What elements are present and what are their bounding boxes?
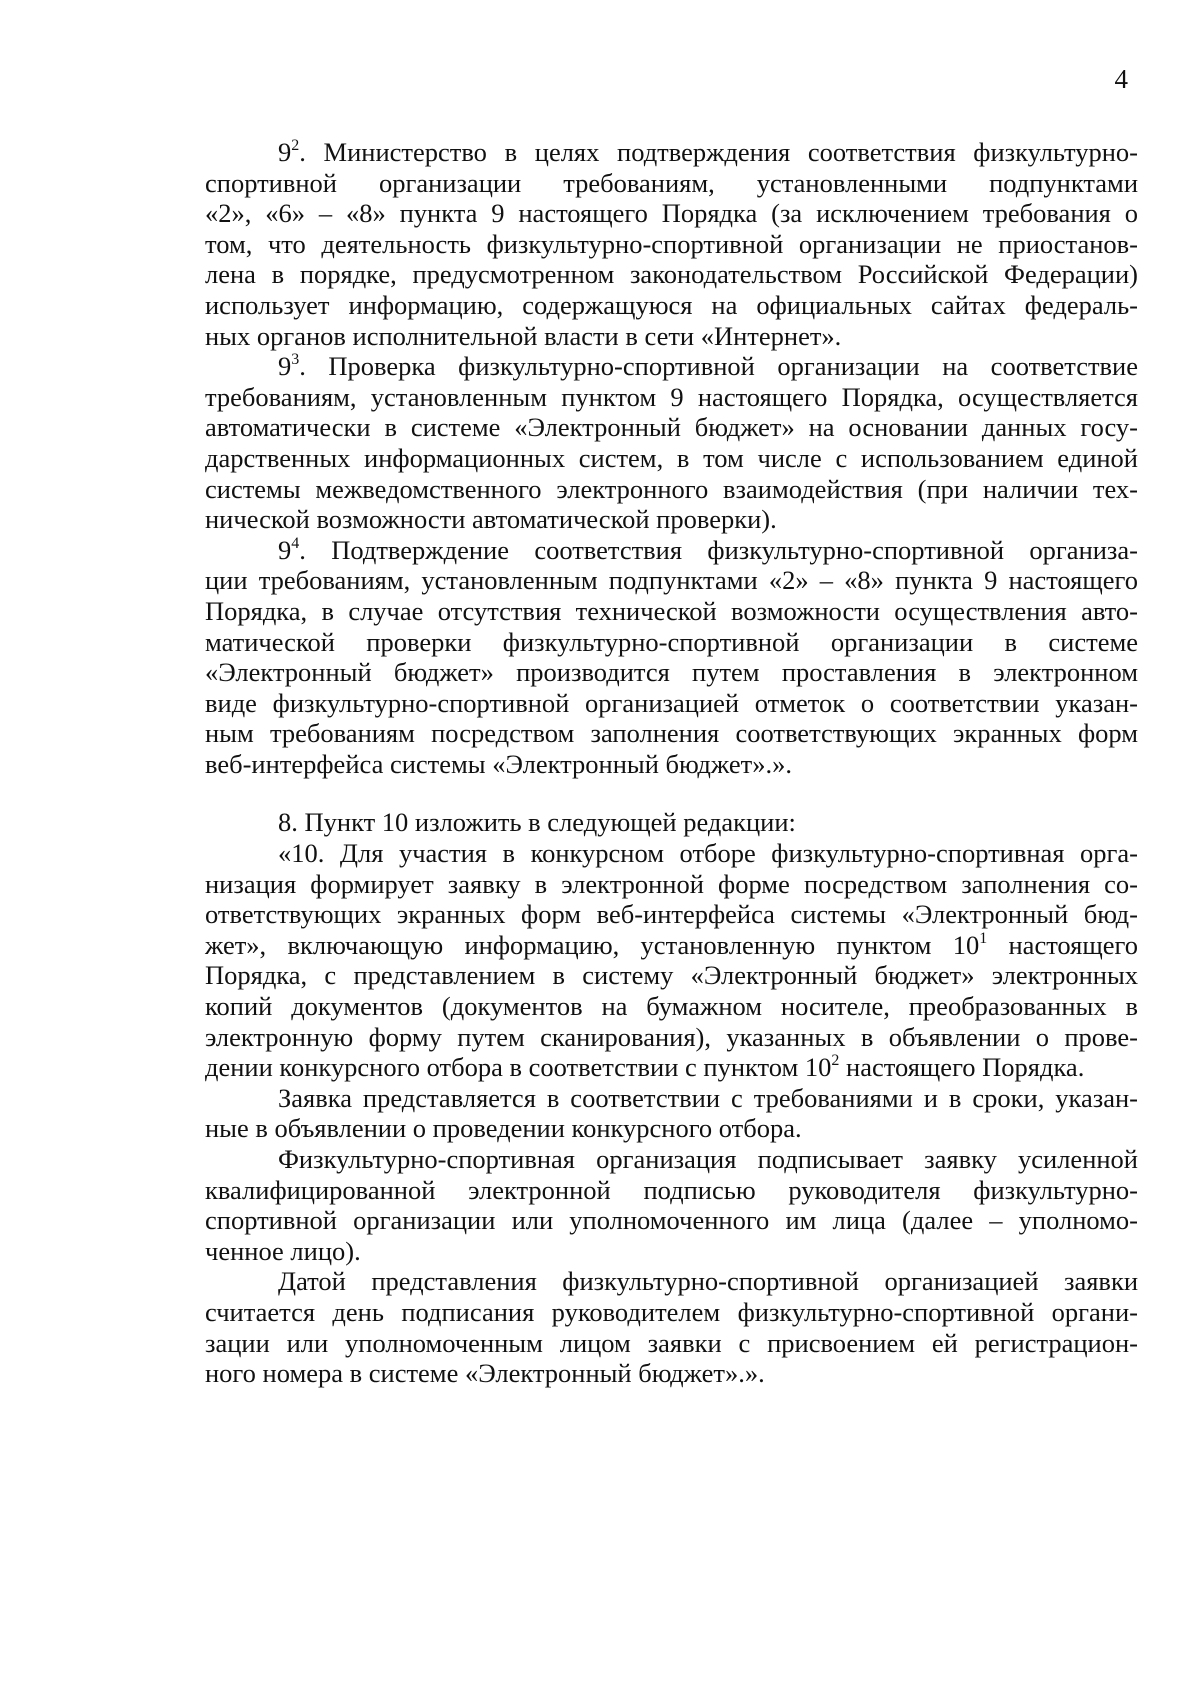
text-line: использует информацию, содержащуюся на официальных сайтах федераль- [205,289,1138,320]
superscript: 2 [831,1052,840,1070]
text-line: ответствующих экранных форм веб-интерфейса системы «Электронный бюд- [205,899,1138,930]
text-line: системы межведомственного электронного взаимодействия (при наличии тех- [205,473,1138,504]
text-line: 8. Пункт 10 изложить в следующей редакции: [278,807,796,838]
paragraph [205,1144,1138,1266]
text-line: Датой представления физкультурно-спортивной организацией заявки [278,1266,1138,1297]
line-text: жет», включающую информацию, установленную пунктом 10 [205,929,980,960]
page-number: 4 [1114,64,1128,94]
text-line: спортивной организации требованиям, установленными подпунктами [205,167,1138,198]
text-line: матической проверки физкультурно-спортивной организации в системе [205,626,1138,657]
paragraph [205,137,1138,351]
superscript: 1 [979,929,988,947]
text-line: «2», «6» – «8» пункта 9 настоящего Порядка (за исключением требования о [205,198,1138,229]
text-line: электронную форму путем сканирования), указанных в объявлении о прове- [205,1021,1138,1052]
line-text: 9 [278,137,292,167]
text-line: низация формирует заявку в электронной форме посредством заполнения со- [205,868,1138,899]
superscript: 2 [291,137,300,154]
paragraph [205,1266,1138,1388]
text-line: том, что деятельность физкультурно-спортивной организации не приостанов- [205,228,1138,259]
line-text: . Министерство в целях подтверждения соответствия физкультурно- [299,137,1138,167]
text-line: Порядка, в случае отсутствия технической возможности осуществления авто- [205,595,1138,626]
text-line: требованиям, установленным пунктом 9 настоящего Порядка, осуществляется [205,381,1138,412]
superscript: 3 [291,351,300,369]
text-line: ные в объявлении о проведении конкурсного отбора. [205,1113,802,1144]
text-line [205,535,1138,566]
text-line: ченное лицо). [205,1235,361,1266]
text-line [205,1052,1138,1083]
document-body [205,137,1138,1389]
text-line: автоматически в системе «Электронный бюджет» на основании данных госу- [205,412,1138,443]
text-line: квалифицированной электронной подписью руководителя физкультурно- [205,1174,1138,1205]
text-line: «Электронный бюджет» производится путем проставления в электронном [205,657,1138,688]
text-line [205,137,1138,168]
text-line: ных органов исполнительной власти в сети «Интернет». [205,320,842,351]
text-line: лена в порядке, предусмотренном законодательством Российской Федерации) [205,259,1138,290]
text-line: виде физкультурно-спортивной организацией отметок о соответствии указан- [205,687,1138,718]
line-text: настоящего Порядка. [839,1052,1085,1083]
text-line: дарственных информационных систем, в том числе с использованием единой [205,442,1138,473]
text-line: считается день подписания руководителем физкультурно-спортивной органи- [205,1296,1138,1327]
text-line: Заявка представляется в соответствии с требованиями и в сроки, указан- [278,1082,1138,1113]
text-line: зации или уполномоченным лицом заявки с присвоением ей регистрацион- [205,1327,1138,1358]
text-line: ции требованиям, установленным подпунктами «2» – «8» пункта 9 настоящего [205,565,1138,596]
line-text: . Подтверждение соответствия физкультурно-спортивной организа- [299,534,1138,565]
paragraph [205,807,1138,838]
text-line: Порядка, с представлением в систему «Электронный бюджет» электронных [205,960,1138,991]
text-line: веб-интерфейса системы «Электронный бюджет».». [205,748,792,779]
paragraph-gap [205,779,1138,807]
text-line: копий документов (документов на бумажном носителе, преобразованных в [205,991,1138,1022]
text-line: Физкультурно-спортивная организация подписывает заявку усиленной [278,1144,1138,1174]
paragraph [205,1083,1138,1144]
text-line: ного номера в системе «Электронный бюджет».». [205,1358,765,1389]
text-line: «10. Для участия в конкурсном отборе физкультурно-спортивная орга- [278,838,1138,869]
line-text: настоящего [987,929,1138,960]
superscript: 4 [291,534,300,552]
line-text: 9 [278,534,292,565]
paragraph [205,351,1138,535]
text-line [205,351,1138,382]
text-line: ным требованиям посредством заполнения соответствующих экранных форм [205,718,1138,749]
line-text: дении конкурсного отбора в соответствии с пунктом 10 [205,1052,832,1083]
text-line: нической возможности автоматической проверки). [205,504,777,535]
paragraph [205,838,1138,1083]
text-line: спортивной организации или уполномоченного им лица (далее – уполномо- [205,1205,1138,1236]
line-text: 9 [278,351,292,382]
paragraph [205,535,1138,780]
text-line [205,930,1138,961]
line-text: . Проверка физкультурно-спортивной организации на соответствие [299,351,1138,382]
